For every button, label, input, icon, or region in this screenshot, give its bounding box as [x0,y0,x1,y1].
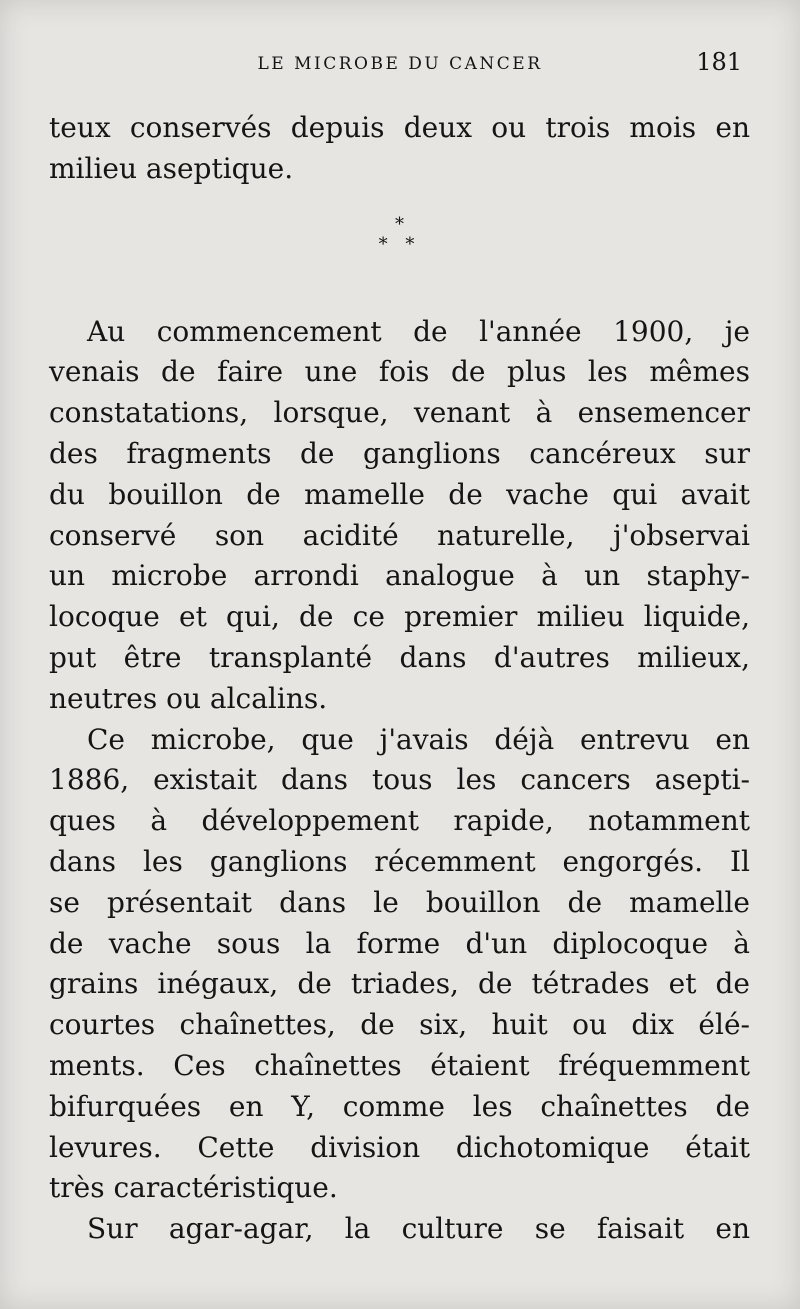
text-line: des fragments de ganglions cancéreux sur [49,436,750,470]
text-line: grains inégaux, de triades, de tétrades et de [49,967,750,1001]
page-number: 181 [696,48,742,76]
text-line: courtes chaînettes, de six, huit ou dix élé- [49,1008,750,1042]
text-line: locoque et qui, de ce premier milieu liquide, [49,600,750,634]
body-text [49,108,750,1250]
paragraph [49,312,750,720]
asterism-bottom: * * [378,233,421,255]
running-title: LE MICROBE DU CANCER [257,54,543,74]
text-line: Ce microbe, que j'avais déjà entrevu en [87,722,750,756]
text-line: levures. Cette division dichotomique était [49,1130,750,1164]
text-line: 1886, existait dans tous les cancers asepti- [49,763,750,797]
text-line: ments. Ces chaînettes étaient fréquemment [49,1048,750,1082]
page-header [50,48,750,84]
text-line: neutres ou alcalins. [49,681,328,715]
text-line: Sur agar-agar, la culture se faisait en [87,1212,750,1246]
text-line: du bouillon de mamelle de vache qui avait [49,477,750,511]
text-line: teux conservés depuis deux ou trois mois en [49,111,750,144]
text-line: ques à développement rapide, notamment [49,804,750,838]
text-line: constatations, lorsque, venant à ensemencer [49,396,750,430]
text-line: bifurquées en Y, comme les chaînettes de [49,1089,750,1123]
text-line: très caractéristique. [49,1171,338,1205]
text-line: se présentait dans le bouillon de mamelle [49,885,750,919]
text-line: dans les ganglions récemment engorgés. Il [49,844,750,878]
text-line: Au commencement de l'année 1900, je [87,314,750,348]
text-line: un microbe arrondi analogue à un staphy- [49,559,750,593]
text-line: milieu aseptique. [49,151,294,185]
text-line: conservé son acidité naturelle, j'observai [49,518,750,552]
paragraph [49,1209,750,1250]
asterism-top: * [395,213,404,235]
paragraph-continuation [49,108,750,190]
text-line: put être transplanté dans d'autres milieux, [49,640,750,674]
text-line: venais de faire une fois de plus les mêmes [49,355,750,389]
section-separator [49,190,750,312]
text-line: de vache sous la forme d'un diplocoque à [49,926,750,960]
paragraph [49,720,750,1210]
